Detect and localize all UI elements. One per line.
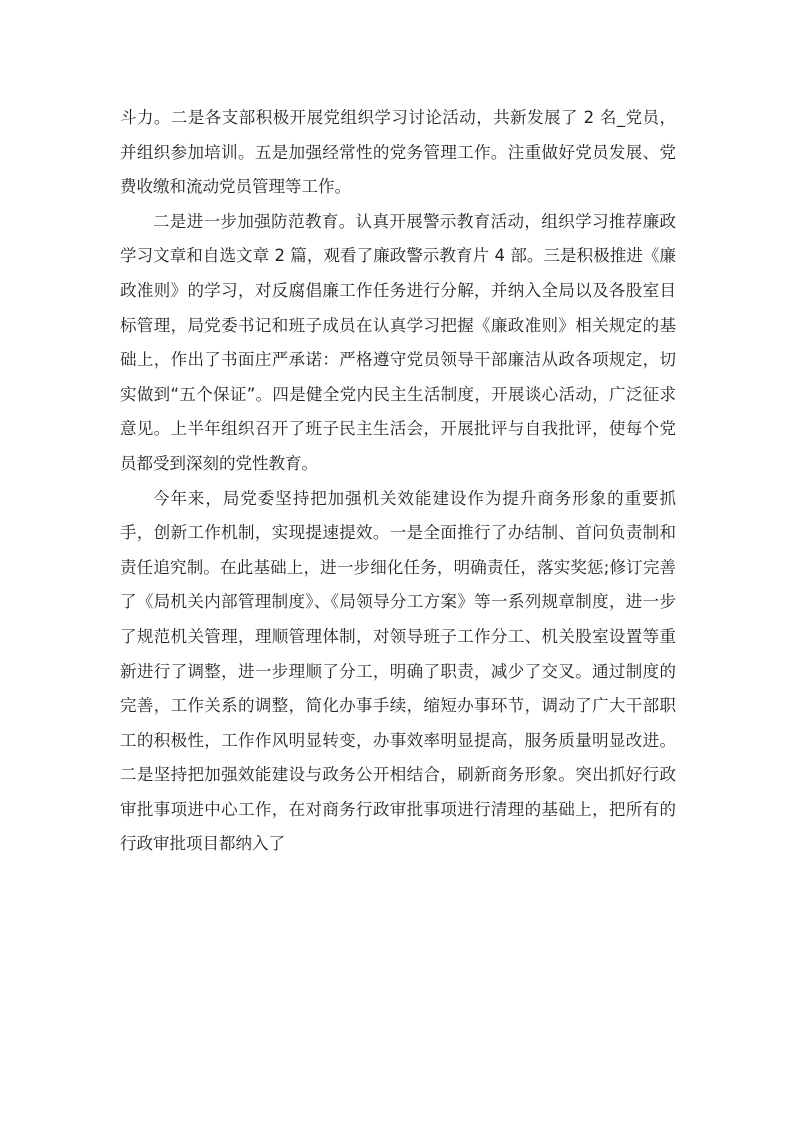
paragraph-1: 斗力。二是各支部积极开展党组织学习讨论活动，共新发展了 2 名_党员，并组织参加培训。五是加强经常性的党务管理工作。注重做好党员发展、党费收缴和流动党员管理等工作。 xyxy=(120,108,676,197)
paragraph-2: 二是进一步加强防范教育。认真开展警示教育活动，组织学习推荐廉政学习文章和自选文章 2 篇，观看了廉政警示教育片 4 部。三是积极推进《廉政准则》的学习，对反腐倡廉工作任务进行分解，并纳入全局以及各股室目标管理，局党委书记和班子成员在认真学习把握《廉政准则》相关规定的基础上，作出了书面庄严承诺：严格遵守党员领导干部廉洁从政各项规定，切实做到“五个保证”。四是健全党内民主生活制度，开展谈心活动，广泛征求意见。上半年组织召开了班子民主生活会，开展批评与自我批评，使每个党员都受到深刻的党性教育。 xyxy=(120,211,676,473)
paragraph-3: 今年来，局党委坚持把加强机关效能建设作为提升商务形象的重要抓手，创新工作机制，实现提速提效。一是全面推行了办结制、首问负责制和责任追究制。在此基础上，进一步细化任务，明确责任，落实奖惩;修订完善了《局机关内部管理制度》、《局领导分工方案》等一系列规章制度，进一步了规范机关管理，理顺管理体制，对领导班子工作分工、机关股室设置等重新进行了调整，进一步理顺了分工，明确了职责，减少了交叉。通过制度的完善，工作关系的调整，简化办事手续，缩短办事环节，调动了广大干部职工的积极性，工作作风明显转变，办事效率明显提高，服务质量明显改进。二是坚持把加强效能建设与政务公开相结合，刷新商务形象。突出抓好行政审批事项进中心工作，在对商务行政审批事项进行清理的基础上，把所有的行政审批项目都纳入了 xyxy=(120,488,676,854)
document-body xyxy=(120,101,676,862)
